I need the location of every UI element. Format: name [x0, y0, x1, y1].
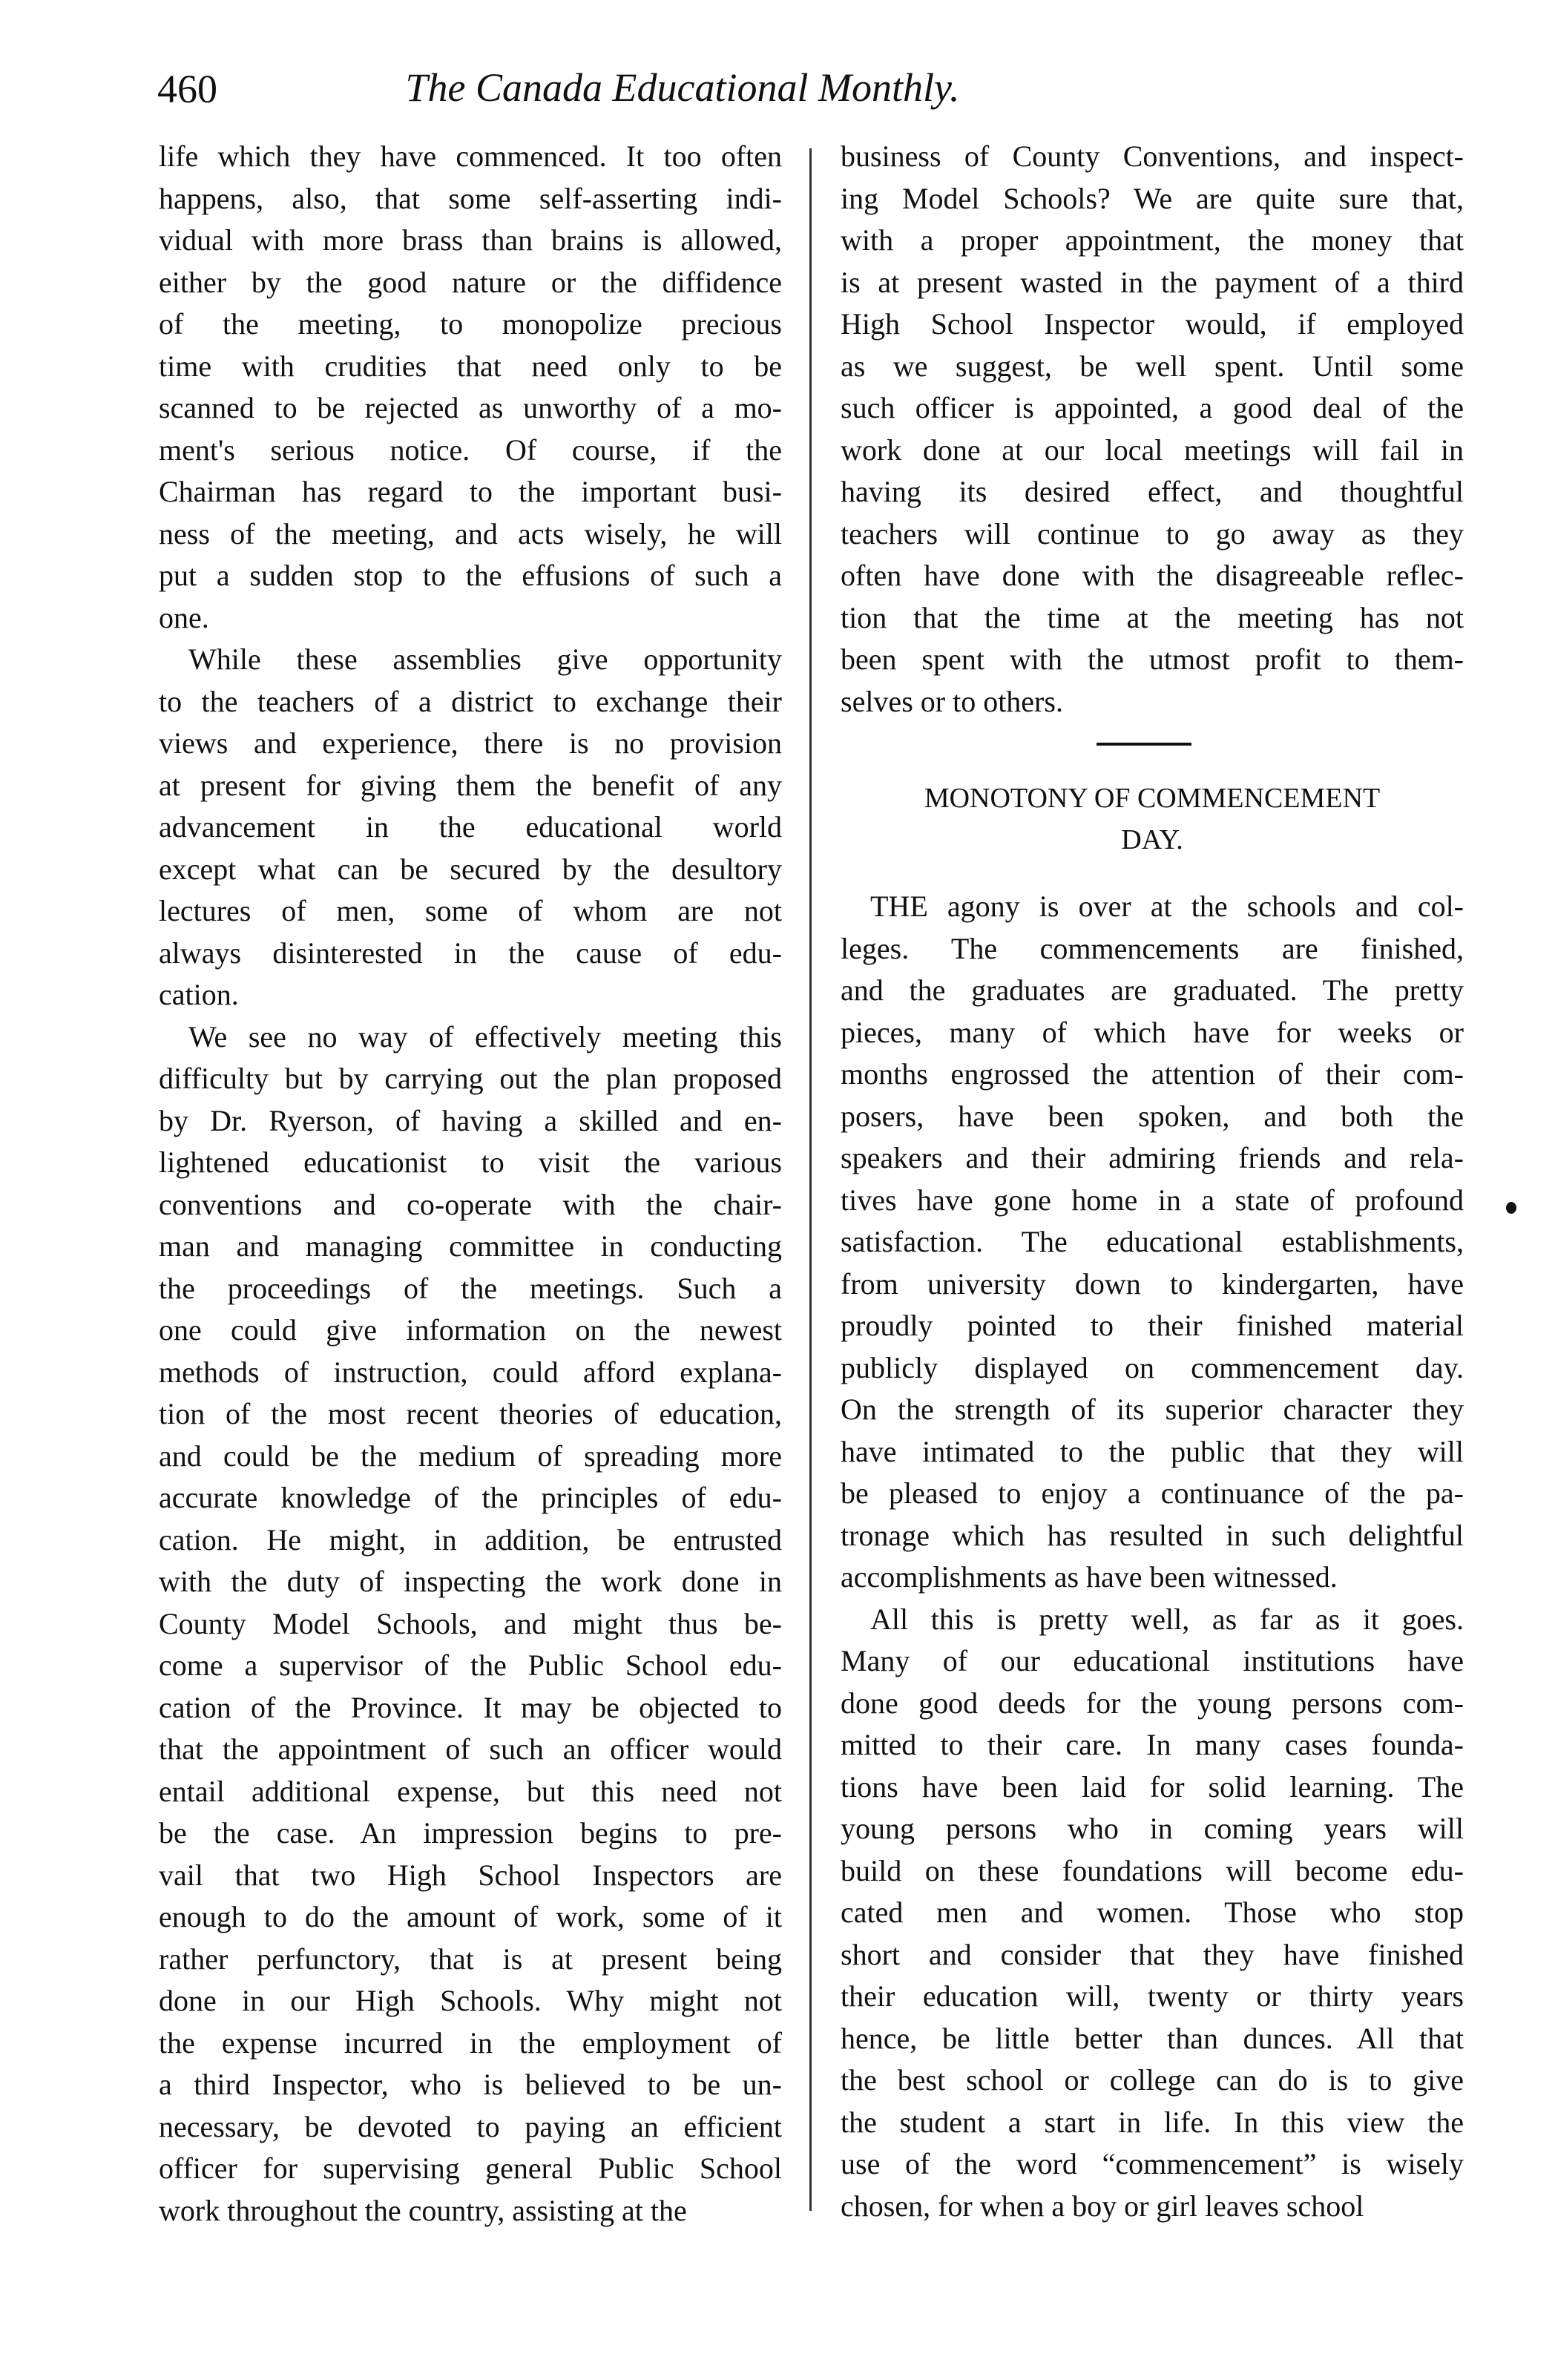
- text-line: a third Inspector, who is believed to be un-: [159, 2068, 782, 2101]
- text-line: cation of the Province. It may be objected to: [159, 1690, 782, 1724]
- text-line: of the meeting, to monopolize precious: [159, 307, 782, 341]
- text-line: difficulty but by carrying out the plan proposed: [159, 1062, 782, 1095]
- text-line: with the duty of inspecting the work done in: [159, 1565, 782, 1598]
- text-line: that the appointment of such an officer would: [159, 1732, 782, 1766]
- article-heading: [811, 778, 1493, 861]
- text-line: officer for supervising general Public School: [159, 2151, 782, 2185]
- paragraph: [841, 136, 1464, 723]
- text-line: cation.: [159, 978, 239, 1011]
- text-line: selves or to others.: [841, 684, 1063, 718]
- text-line: young persons who in coming years will: [841, 1812, 1464, 1845]
- text-line: leges. The commencements are finished,: [841, 931, 1464, 965]
- text-line: tion that the time at the meeting has not: [841, 600, 1464, 634]
- text-line: man and managing committee in conducting: [159, 1229, 782, 1263]
- text-line: scanned to be rejected as unworthy of a mo-: [159, 391, 782, 424]
- text-line: While these assemblies give opportunity: [188, 642, 782, 676]
- text-line: by Dr. Ryerson, of having a skilled and en-: [159, 1103, 782, 1137]
- text-line: All this is pretty well, as far as it goes.: [870, 1602, 1464, 1636]
- text-line: the expense incurred in the employment of: [159, 2025, 782, 2060]
- text-line: chosen, for when a boy or girl leaves school: [841, 2189, 1364, 2223]
- text-line: hence, be little better than dunces. All that: [841, 2021, 1464, 2055]
- article-heading-line-1: MONOTONY OF COMMENCEMENT: [924, 783, 1381, 814]
- paragraph: [841, 886, 1464, 1599]
- right-column-bottom: [841, 886, 1464, 2227]
- right-column-top: [841, 136, 1464, 723]
- text-line: done in our High Schools. Why might not: [159, 1984, 782, 2017]
- paragraph: [159, 639, 782, 1016]
- running-title: The Canada Educational Monthly.: [405, 65, 960, 110]
- text-line: ment's serious notice. Of course, if the: [159, 433, 782, 467]
- text-line: proudly pointed to their finished material: [841, 1309, 1464, 1342]
- text-line: time with crudities that need only to be: [159, 349, 782, 383]
- text-line: with a proper appointment, the money that: [841, 223, 1464, 257]
- text-line: vidual with more brass than brains is allowed,: [159, 223, 782, 257]
- text-line: lectures of men, some of whom are not: [159, 894, 782, 927]
- text-line: short and consider that they have finished: [841, 1937, 1464, 1971]
- text-line: use of the word “commencement” is wisely: [841, 2147, 1464, 2180]
- text-line: as we suggest, be well spent. Until some: [841, 349, 1464, 383]
- text-line: cated men and women. Those who stop: [841, 1896, 1464, 1929]
- text-line: business of County Conventions, and inspect-: [841, 139, 1464, 173]
- text-line: and the graduates are graduated. The pretty: [841, 973, 1464, 1007]
- text-line: We see no way of effectively meeting this: [188, 1019, 782, 1053]
- text-line: advancement in the educational world: [159, 810, 782, 844]
- text-line: tion of the most recent theories of education,: [159, 1397, 782, 1430]
- text-line: come a supervisor of the Public School edu-: [159, 1648, 782, 1682]
- text-line: accurate knowledge of the principles of edu-: [159, 1481, 782, 1514]
- text-line: at present for giving them the benefit of any: [159, 768, 782, 802]
- text-line: put a sudden stop to the effusions of such a: [159, 559, 782, 592]
- text-line: the best school or college can do is to give: [841, 2063, 1464, 2097]
- left-column: [159, 136, 782, 2232]
- page-number: 460: [157, 67, 217, 111]
- text-line: have intimated to the public that they will: [841, 1434, 1464, 1468]
- text-line: except what can be secured by the desultory: [159, 852, 782, 886]
- text-line: having its desired effect, and thoughtful: [841, 475, 1464, 508]
- text-line: be pleased to enjoy a continuance of the pa-: [841, 1476, 1464, 1510]
- text-line: THE agony is over at the schools and col-: [870, 890, 1464, 923]
- text-line: entail additional expense, but this need not: [159, 1774, 782, 1808]
- text-line: conventions and co-operate with the chair-: [159, 1187, 782, 1221]
- paragraph: [841, 1599, 1464, 2228]
- text-line: teachers will continue to go away as they: [841, 516, 1464, 550]
- text-line: accomplishments as have been witnessed.: [841, 1560, 1338, 1594]
- text-line: been spent with the utmost profit to them-: [841, 642, 1464, 676]
- text-line: publicly displayed on commencement day.: [841, 1350, 1464, 1384]
- text-line: cation. He might, in addition, be entrusted: [159, 1522, 782, 1556]
- text-line: necessary, be devoted to paying an efficient: [159, 2109, 782, 2143]
- text-line: life which they have commenced. It too often: [159, 139, 782, 173]
- text-line: pieces, many of which have for weeks or: [841, 1015, 1464, 1049]
- text-line: tronage which has resulted in such delightful: [841, 1518, 1464, 1552]
- text-line: work throughout the country, assisting at the: [159, 2193, 687, 2227]
- text-line: is at present wasted in the payment of a third: [841, 265, 1464, 299]
- text-line: High School Inspector would, if employed: [841, 307, 1464, 341]
- text-line: to the teachers of a district to exchange their: [159, 684, 782, 718]
- text-line: rather perfunctory, that is at present being: [159, 1942, 782, 1976]
- text-line: the student a start in life. In this view the: [841, 2105, 1464, 2139]
- text-line: often have done with the disagreeable reflec-: [841, 559, 1464, 592]
- text-line: their education will, twenty or thirty years: [841, 1979, 1464, 2013]
- text-line: build on these foundations will become edu-: [841, 1853, 1464, 1887]
- text-line: lightened educationist to visit the various: [159, 1145, 782, 1179]
- text-line: happens, also, that some self-asserting indi-: [159, 181, 782, 215]
- text-line: On the strength of its superior character they: [841, 1393, 1464, 1426]
- text-line: Chairman has regard to the important busi-: [159, 475, 782, 508]
- text-line: months engrossed the attention of their com-: [841, 1057, 1464, 1091]
- text-line: either by the good nature or the diffidence: [159, 265, 782, 299]
- text-line: Many of our educational institutions have: [841, 1644, 1464, 1677]
- text-line: done good deeds for the young persons com-: [841, 1686, 1464, 1720]
- text-line: County Model Schools, and might thus be-: [159, 1606, 782, 1640]
- text-line: views and experience, there is no provision: [159, 726, 782, 760]
- text-line: enough to do the amount of work, some of it: [159, 1900, 782, 1933]
- text-line: tives have gone home in a state of profound: [841, 1183, 1464, 1217]
- text-line: posers, have been spoken, and both the: [841, 1099, 1464, 1133]
- text-line: speakers and their admiring friends and rela-: [841, 1141, 1464, 1174]
- text-line: work done at our local meetings will fail in: [841, 433, 1464, 467]
- text-line: ness of the meeting, and acts wisely, he will: [159, 516, 782, 550]
- text-line: one could give information on the newest: [159, 1313, 782, 1347]
- text-line: vail that two High School Inspectors are: [159, 1858, 782, 1892]
- text-line: be the case. An impression begins to pre-: [159, 1816, 782, 1850]
- paragraph: [159, 1016, 782, 2232]
- text-line: always disinterested in the cause of edu-: [159, 936, 782, 970]
- article-heading-line-2: DAY.: [1121, 824, 1183, 855]
- text-line: the proceedings of the meetings. Such a: [159, 1271, 782, 1305]
- text-line: such officer is appointed, a good deal of the: [841, 391, 1464, 424]
- text-line: tions have been laid for solid learning. The: [841, 1769, 1464, 1804]
- text-line: ing Model Schools? We are quite sure that,: [841, 181, 1464, 215]
- text-line: methods of instruction, could afford explana-: [159, 1355, 782, 1389]
- section-rule: [1097, 743, 1191, 746]
- text-line: satisfaction. The educational establishments,: [841, 1225, 1464, 1258]
- text-line: mitted to their care. In many cases founda-: [841, 1728, 1464, 1761]
- text-line: and could be the medium of spreading more: [159, 1439, 782, 1473]
- column-divider: [809, 148, 812, 2211]
- margin-mark: [1506, 1202, 1516, 1214]
- text-line: one.: [159, 600, 209, 634]
- paragraph: [159, 136, 782, 639]
- text-line: from university down to kindergarten, have: [841, 1266, 1464, 1301]
